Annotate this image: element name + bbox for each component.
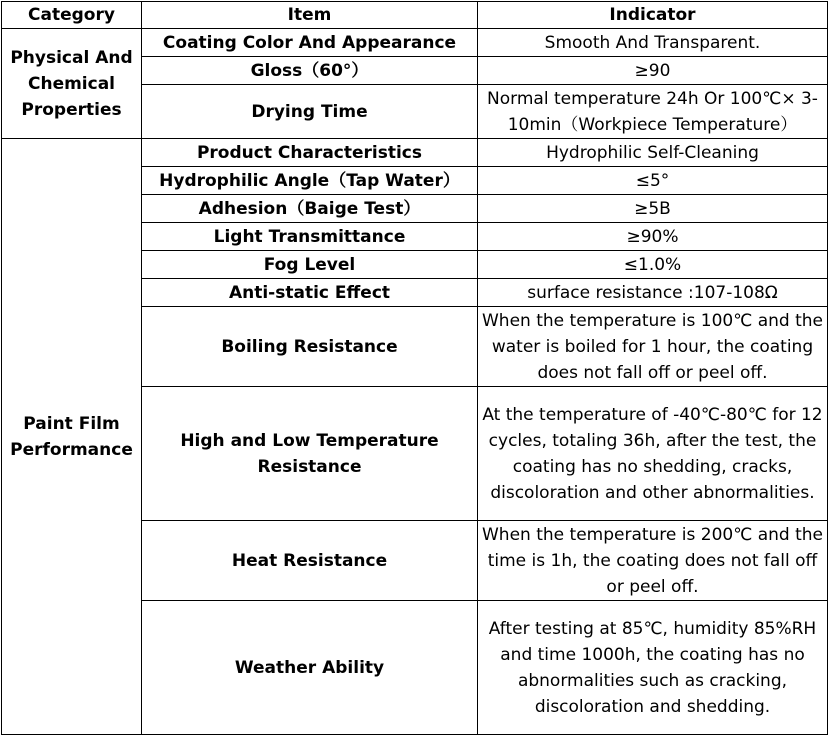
item-cell: Boiling Resistance: [142, 307, 478, 387]
item-cell: Adhesion（Baige Test）: [142, 195, 478, 223]
item-cell: Heat Resistance: [142, 521, 478, 601]
header-row: [2, 2, 828, 29]
category-paint-film: Paint Film Performance: [2, 139, 142, 735]
header-category: Category: [2, 2, 142, 29]
item-cell: High and Low Temperature Resistance: [142, 387, 478, 521]
item-cell: Anti-static Effect: [142, 279, 478, 307]
header-indicator: Indicator: [478, 2, 828, 29]
indicator-cell: When the temperature is 100℃ and the water is boiled for 1 hour, the coating does not fall off or peel off.: [478, 307, 828, 387]
item-cell: Gloss（60°）: [142, 57, 478, 85]
indicator-cell: After testing at 85℃, humidity 85%RH and time 1000h, the coating has no abnormalities such as cracking, discoloration and shedding.: [478, 601, 828, 735]
table-row: [2, 139, 828, 167]
indicator-cell: At the temperature of -40℃-80℃ for 12 cycles, totaling 36h, after the test, the coating has no shedding, cracks, discoloration and other abnormalities.: [478, 387, 828, 521]
item-cell: Hydrophilic Angle（Tap Water）: [142, 167, 478, 195]
indicator-cell: When the temperature is 200℃ and the time is 1h, the coating does not fall off or peel off.: [478, 521, 828, 601]
indicator-cell: Normal temperature 24h Or 100℃× 3-10min（Workpiece Temperature）: [478, 85, 828, 139]
item-cell: Light Transmittance: [142, 223, 478, 251]
item-cell: Product Characteristics: [142, 139, 478, 167]
header-item: Item: [142, 2, 478, 29]
indicator-cell: ≤5°: [478, 167, 828, 195]
indicator-cell: ≥90%: [478, 223, 828, 251]
indicator-cell: Smooth And Transparent.: [478, 29, 828, 57]
item-cell: Coating Color And Appearance: [142, 29, 478, 57]
indicator-cell: ≥5B: [478, 195, 828, 223]
item-cell: Drying Time: [142, 85, 478, 139]
indicator-cell: ≥90: [478, 57, 828, 85]
table-row: [2, 29, 828, 57]
indicator-cell: Hydrophilic Self-Cleaning: [478, 139, 828, 167]
category-physical-chemical: Physical And Chemical Properties: [2, 29, 142, 139]
indicator-cell: surface resistance :107-108Ω: [478, 279, 828, 307]
item-cell: Fog Level: [142, 251, 478, 279]
item-cell: Weather Ability: [142, 601, 478, 735]
indicator-cell: ≤1.0%: [478, 251, 828, 279]
specification-table: [1, 1, 828, 735]
